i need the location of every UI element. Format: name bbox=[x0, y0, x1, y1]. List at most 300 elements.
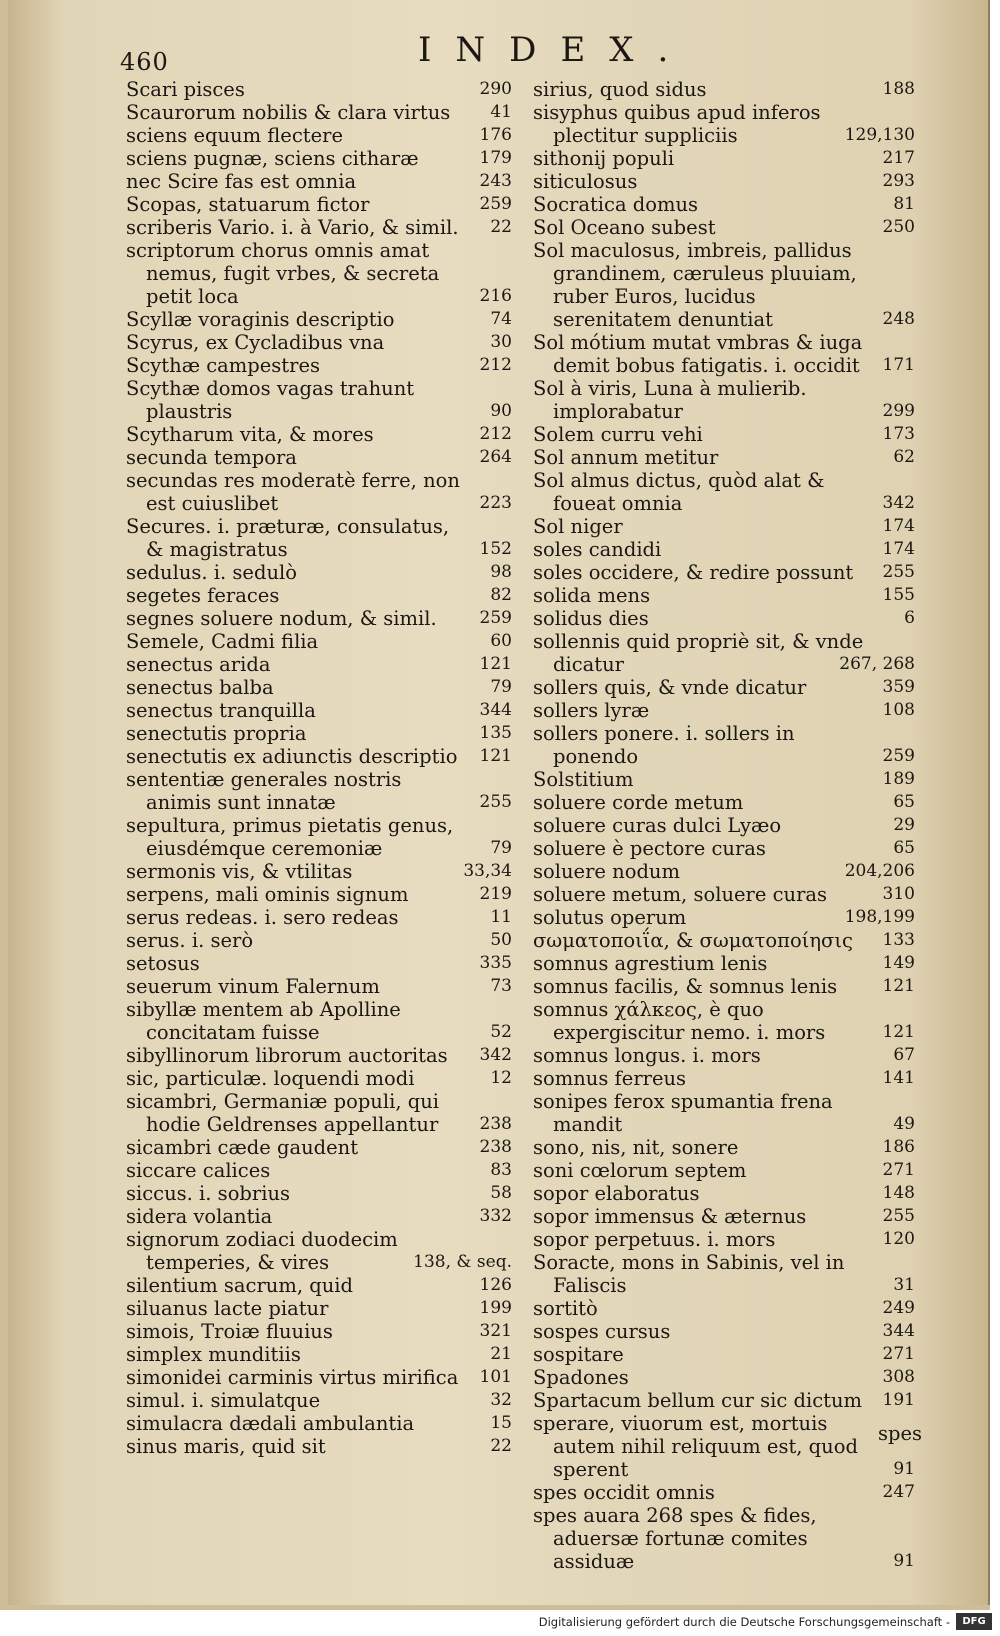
index-entry bbox=[533, 1504, 915, 1573]
index-page-ref: 29 bbox=[893, 815, 915, 835]
index-entry bbox=[126, 929, 512, 952]
index-entry bbox=[126, 952, 512, 975]
index-page-ref: 101 bbox=[479, 1367, 512, 1387]
index-term: segnes soluere nodum, & simil. bbox=[126, 607, 437, 630]
index-entry bbox=[126, 584, 512, 607]
page-number: 460 bbox=[120, 48, 169, 76]
index-term: somnus longus. i. mors bbox=[533, 1044, 761, 1067]
index-page-ref: 41 bbox=[490, 102, 512, 122]
index-entry bbox=[533, 1320, 915, 1343]
index-page-ref: 62 bbox=[893, 447, 915, 467]
index-term: serpens, mali ominis signum bbox=[126, 883, 409, 906]
index-term: simplex munditiis bbox=[126, 1343, 301, 1366]
index-page-ref: 264 bbox=[479, 447, 512, 467]
index-entry bbox=[126, 1297, 512, 1320]
index-term: senectutis ex adiunctis descriptio bbox=[126, 745, 458, 768]
index-term: sirius, quod sidus bbox=[533, 78, 707, 101]
index-entry bbox=[126, 354, 512, 377]
index-term: sibyllinorum librorum auctoritas bbox=[126, 1044, 448, 1067]
index-page-ref: 98 bbox=[490, 562, 512, 582]
index-page-ref: 121 bbox=[479, 746, 512, 766]
index-page-ref: 173 bbox=[882, 424, 915, 444]
index-page-ref: 243 bbox=[479, 171, 512, 191]
index-page-ref: 179 bbox=[479, 148, 512, 168]
index-page-ref: 30 bbox=[490, 332, 512, 352]
index-term: sollennis quid propriè sit, & vnde dicatur bbox=[533, 630, 864, 676]
index-term: Scopas, statuarum fictor bbox=[126, 193, 370, 216]
index-page-ref: 250 bbox=[882, 217, 915, 237]
index-term: scriberis Vario. i. à Vario, & simil. bbox=[126, 216, 459, 239]
index-page-ref: 344 bbox=[479, 700, 512, 720]
index-entry bbox=[533, 883, 915, 906]
index-term: siticulosus bbox=[533, 170, 638, 193]
index-term: sedulus. i. sedulò bbox=[126, 561, 297, 584]
index-term: sospes cursus bbox=[533, 1320, 671, 1343]
index-page-ref: 299 bbox=[882, 401, 915, 421]
index-entry bbox=[533, 1159, 915, 1182]
index-page-ref: 22 bbox=[490, 1436, 512, 1456]
index-page-ref: 271 bbox=[882, 1160, 915, 1180]
index-term: serus redeas. i. sero redeas bbox=[126, 906, 399, 929]
index-term: Spartacum bellum cur sic dictum bbox=[533, 1389, 863, 1412]
index-term: somnus χάλκεος, è quo expergiscitur nemo. i. mors bbox=[533, 998, 826, 1044]
index-term: sopor immensus & æternus bbox=[533, 1205, 807, 1228]
index-entry bbox=[126, 975, 512, 998]
index-entry bbox=[533, 676, 915, 699]
index-page-ref: 212 bbox=[479, 424, 512, 444]
index-entry bbox=[126, 1159, 512, 1182]
index-page-ref: 121 bbox=[882, 1022, 915, 1042]
index-page-ref: 189 bbox=[882, 769, 915, 789]
index-entry bbox=[533, 170, 915, 193]
index-entry bbox=[533, 607, 915, 630]
index-term: soluere metum, soluere curas bbox=[533, 883, 828, 906]
index-entry bbox=[533, 1228, 915, 1251]
index-term: Sol mótium mutat vmbras & iuga demit bobus fatigatis. i. occidit bbox=[533, 331, 863, 377]
index-entry bbox=[126, 1090, 512, 1136]
index-term: secunda tempora bbox=[126, 446, 297, 469]
index-page-ref: 174 bbox=[882, 516, 915, 536]
index-entry bbox=[533, 814, 915, 837]
index-term: simois, Troiæ fluuius bbox=[126, 1320, 333, 1343]
index-term: spes occidit omnis bbox=[533, 1481, 715, 1504]
book-page bbox=[8, 0, 990, 1605]
index-page-ref: 121 bbox=[882, 976, 915, 996]
index-page-ref: 199 bbox=[479, 1298, 512, 1318]
index-entry bbox=[533, 998, 915, 1044]
index-entry bbox=[126, 446, 512, 469]
index-page-ref: 255 bbox=[882, 562, 915, 582]
index-term: senectus tranquilla bbox=[126, 699, 316, 722]
index-entry bbox=[126, 515, 512, 561]
index-term: silentium sacrum, quid bbox=[126, 1274, 353, 1297]
index-entry bbox=[126, 78, 512, 101]
index-page-ref: 186 bbox=[882, 1137, 915, 1157]
index-entry bbox=[533, 1366, 915, 1389]
index-page-ref: 65 bbox=[893, 792, 915, 812]
index-entry bbox=[126, 193, 512, 216]
index-entry bbox=[126, 377, 512, 423]
index-term: σωματοποιΐα, & σωματοποίησις bbox=[533, 929, 853, 952]
index-term: Scaurorum nobilis & clara virtus bbox=[126, 101, 451, 124]
index-entry bbox=[126, 1182, 512, 1205]
index-entry bbox=[126, 768, 512, 814]
index-term: Secures. i. præturæ, consulatus, & magistratus bbox=[126, 515, 450, 561]
index-term: sibyllæ mentem ab Apolline concitatam fuisse bbox=[126, 998, 401, 1044]
index-entry bbox=[533, 515, 915, 538]
index-entry bbox=[126, 1366, 512, 1389]
index-term: simonidei carminis virtus mirifica bbox=[126, 1366, 459, 1389]
index-term: soluere nodum bbox=[533, 860, 680, 883]
index-term: secundas res moderatè ferre, non est cuiuslibet bbox=[126, 469, 460, 515]
index-page-ref: 81 bbox=[893, 194, 915, 214]
index-page-ref: 120 bbox=[882, 1229, 915, 1249]
index-page-ref: 49 bbox=[893, 1114, 915, 1134]
index-page-ref: 216 bbox=[479, 286, 512, 306]
index-term: sermonis vis, & vtilitas bbox=[126, 860, 353, 883]
index-term: solidus dies bbox=[533, 607, 649, 630]
index-entry bbox=[533, 699, 915, 722]
index-page-ref: 11 bbox=[490, 907, 512, 927]
index-entry bbox=[126, 1274, 512, 1297]
index-page-ref: 293 bbox=[882, 171, 915, 191]
index-page-ref: 155 bbox=[882, 585, 915, 605]
index-page-ref: 79 bbox=[490, 677, 512, 697]
index-term: Solem curru vehi bbox=[533, 423, 703, 446]
index-page-ref: 217 bbox=[882, 148, 915, 168]
index-term: sithonij populi bbox=[533, 147, 675, 170]
index-page-ref: 65 bbox=[893, 838, 915, 858]
index-term: solida mens bbox=[533, 584, 651, 607]
index-entry bbox=[126, 1136, 512, 1159]
index-term: nec Scire fas est omnia bbox=[126, 170, 357, 193]
index-term: sidera volantia bbox=[126, 1205, 273, 1228]
index-page-ref: 90 bbox=[490, 401, 512, 421]
index-page-ref: 249 bbox=[882, 1298, 915, 1318]
index-entry bbox=[533, 860, 915, 883]
index-entry bbox=[126, 1044, 512, 1067]
index-entry bbox=[533, 561, 915, 584]
index-term: simulacra dædali ambulantia bbox=[126, 1412, 415, 1435]
index-page-ref: 342 bbox=[479, 1045, 512, 1065]
index-entry bbox=[533, 1343, 915, 1366]
running-title: INDEX. bbox=[418, 30, 693, 70]
index-term: Sol annum metitur bbox=[533, 446, 719, 469]
index-entry bbox=[126, 423, 512, 446]
index-entry bbox=[126, 653, 512, 676]
index-entry bbox=[126, 1067, 512, 1090]
index-term: Spadones bbox=[533, 1366, 629, 1389]
index-term: Scari pisces bbox=[126, 78, 245, 101]
index-entry bbox=[533, 906, 915, 929]
index-term: sententiæ generales nostris animis sunt innatæ bbox=[126, 768, 402, 814]
index-page-ref: 332 bbox=[479, 1206, 512, 1226]
index-entry bbox=[126, 124, 512, 147]
index-term: sisyphus quibus apud inferos plectitur suppliciis bbox=[533, 101, 821, 147]
index-column-right bbox=[533, 78, 915, 1573]
index-page-ref: 15 bbox=[490, 1413, 512, 1433]
index-entry bbox=[533, 239, 915, 331]
index-term: signorum zodiaci duodecim temperies, & vires bbox=[126, 1228, 398, 1274]
index-entry bbox=[533, 722, 915, 768]
index-page-ref: 138, & seq. bbox=[413, 1252, 512, 1272]
index-entry bbox=[126, 1228, 512, 1274]
index-entry bbox=[126, 101, 512, 124]
index-page-ref: 149 bbox=[882, 953, 915, 973]
index-term: soluere è pectore curas bbox=[533, 837, 766, 860]
index-entry bbox=[126, 1412, 512, 1435]
index-term: sperare, viuorum est, mortuis autem nihil reliquum est, quod sperent bbox=[533, 1412, 858, 1481]
index-page-ref: 267, 268 bbox=[839, 654, 915, 674]
index-term: sopor perpetuus. i. mors bbox=[533, 1228, 776, 1251]
index-page-ref: 135 bbox=[479, 723, 512, 743]
index-term: sicambri cæde gaudent bbox=[126, 1136, 359, 1159]
index-entry bbox=[533, 791, 915, 814]
index-entry bbox=[533, 837, 915, 860]
index-entry bbox=[533, 147, 915, 170]
index-term: Scythæ domos vagas trahunt plaustris bbox=[126, 377, 415, 423]
index-entry bbox=[533, 469, 915, 515]
index-page-ref: 290 bbox=[479, 79, 512, 99]
index-term: soles occidere, & redire possunt bbox=[533, 561, 854, 584]
index-term: senectutis propria bbox=[126, 722, 307, 745]
index-entry bbox=[126, 607, 512, 630]
index-page-ref: 176 bbox=[479, 125, 512, 145]
index-page-ref: 255 bbox=[479, 792, 512, 812]
index-entry bbox=[533, 193, 915, 216]
index-term: somnus agrestium lenis bbox=[533, 952, 768, 975]
index-page-ref: 191 bbox=[882, 1390, 915, 1410]
index-term: Sol almus dictus, quòd alat & foueat omnia bbox=[533, 469, 825, 515]
catchword: spes bbox=[878, 1422, 923, 1445]
index-page-ref: 60 bbox=[490, 631, 512, 651]
index-term: setosus bbox=[126, 952, 200, 975]
index-page-ref: 79 bbox=[490, 838, 512, 858]
index-entry bbox=[126, 1435, 512, 1458]
index-entry bbox=[533, 1481, 915, 1504]
index-page-ref: 83 bbox=[490, 1160, 512, 1180]
index-page-ref: 121 bbox=[479, 654, 512, 674]
index-entry bbox=[126, 883, 512, 906]
index-entry bbox=[126, 216, 512, 239]
index-page-ref: 12 bbox=[490, 1068, 512, 1088]
index-page-ref: 32 bbox=[490, 1390, 512, 1410]
index-entry bbox=[126, 561, 512, 584]
index-page-ref: 74 bbox=[490, 309, 512, 329]
index-entry bbox=[533, 1389, 915, 1412]
index-page-ref: 73 bbox=[490, 976, 512, 996]
index-page-ref: 238 bbox=[479, 1114, 512, 1134]
index-term: sepultura, primus pietatis genus, eiusdémque ceremoniæ bbox=[126, 814, 454, 860]
index-entry bbox=[533, 538, 915, 561]
index-column-left bbox=[126, 78, 512, 1458]
dfg-logo: DFG bbox=[956, 1613, 992, 1630]
index-term: sopor elaboratus bbox=[533, 1182, 700, 1205]
index-entry bbox=[533, 1067, 915, 1090]
index-term: senectus arida bbox=[126, 653, 271, 676]
index-term: Semele, Cadmi filia bbox=[126, 630, 319, 653]
index-page-ref: 52 bbox=[490, 1022, 512, 1042]
index-entry bbox=[533, 446, 915, 469]
index-term: sicambri, Germaniæ populi, qui hodie Geldrenses appellantur bbox=[126, 1090, 440, 1136]
index-entry bbox=[126, 814, 512, 860]
index-entry bbox=[533, 768, 915, 791]
index-page-ref: 129,130 bbox=[844, 125, 915, 145]
index-term: sinus maris, quid sit bbox=[126, 1435, 326, 1458]
index-entry bbox=[126, 1389, 512, 1412]
index-page-ref: 344 bbox=[882, 1321, 915, 1341]
index-entry bbox=[126, 906, 512, 929]
index-entry bbox=[533, 1297, 915, 1320]
index-page-ref: 219 bbox=[479, 884, 512, 904]
index-term: sospitare bbox=[533, 1343, 624, 1366]
index-term: Socratica domus bbox=[533, 193, 699, 216]
index-entry bbox=[533, 423, 915, 446]
index-page-ref: 321 bbox=[479, 1321, 512, 1341]
index-page-ref: 212 bbox=[479, 355, 512, 375]
index-entry bbox=[533, 929, 915, 952]
index-page-ref: 255 bbox=[882, 1206, 915, 1226]
index-page-ref: 91 bbox=[893, 1459, 915, 1479]
index-page-ref: 359 bbox=[882, 677, 915, 697]
index-page-ref: 33,34 bbox=[463, 861, 512, 881]
index-entry bbox=[533, 101, 915, 147]
index-entry bbox=[533, 1044, 915, 1067]
index-term: Soracte, mons in Sabinis, vel in Faliscis bbox=[533, 1251, 845, 1297]
index-entry bbox=[126, 860, 512, 883]
page-header bbox=[8, 30, 988, 76]
index-page-ref: 108 bbox=[882, 700, 915, 720]
index-term: serus. i. serò bbox=[126, 929, 254, 952]
index-entry bbox=[533, 216, 915, 239]
index-term: sortitò bbox=[533, 1297, 598, 1320]
index-term: sollers quis, & vnde dicatur bbox=[533, 676, 807, 699]
index-term: sollers lyræ bbox=[533, 699, 650, 722]
index-term: sono, nis, nit, sonere bbox=[533, 1136, 739, 1159]
index-term: siccare calices bbox=[126, 1159, 271, 1182]
index-term: Scytharum vita, & mores bbox=[126, 423, 374, 446]
index-term: solutus operum bbox=[533, 906, 687, 929]
index-entry bbox=[126, 1320, 512, 1343]
index-entry bbox=[126, 998, 512, 1044]
index-entry bbox=[533, 1136, 915, 1159]
index-term: sciens pugnæ, sciens citharæ bbox=[126, 147, 419, 170]
index-term: Sol maculosus, imbreis, pallidus grandinem, cæruleus pluuiam, ruber Euros, lucidus serenitatem denuntiat bbox=[533, 239, 857, 331]
index-entry bbox=[533, 1412, 915, 1481]
footer-credit: Digitalisierung gefördert durch die Deutsche Forschungsgemeinschaft - bbox=[538, 1615, 950, 1629]
index-entry bbox=[533, 952, 915, 975]
index-page-ref: 271 bbox=[882, 1344, 915, 1364]
index-entry bbox=[126, 170, 512, 193]
index-page-ref: 6 bbox=[904, 608, 915, 628]
index-term: somnus facilis, & somnus lenis bbox=[533, 975, 838, 998]
index-term: senectus balba bbox=[126, 676, 274, 699]
index-page-ref: 259 bbox=[882, 746, 915, 766]
index-term: sollers ponere. i. sollers in ponendo bbox=[533, 722, 795, 768]
index-entry bbox=[533, 1182, 915, 1205]
index-term: Scythæ campestres bbox=[126, 354, 320, 377]
index-entry bbox=[126, 745, 512, 768]
index-page-ref: 82 bbox=[490, 585, 512, 605]
index-term: siccus. i. sobrius bbox=[126, 1182, 291, 1205]
index-entry bbox=[126, 308, 512, 331]
index-page-ref: 259 bbox=[479, 608, 512, 628]
index-entry bbox=[533, 1251, 915, 1297]
index-term: soles candidi bbox=[533, 538, 662, 561]
index-term: soluere corde metum bbox=[533, 791, 744, 814]
index-page-ref: 31 bbox=[893, 1275, 915, 1295]
index-page-ref: 67 bbox=[893, 1045, 915, 1065]
index-term: Sol Oceano subest bbox=[533, 216, 716, 239]
index-entry bbox=[126, 239, 512, 308]
index-term: soni cœlorum septem bbox=[533, 1159, 747, 1182]
index-entry bbox=[533, 1090, 915, 1136]
index-page-ref: 152 bbox=[479, 539, 512, 559]
index-page-ref: 247 bbox=[882, 1482, 915, 1502]
index-page-ref: 148 bbox=[882, 1183, 915, 1203]
index-entry bbox=[126, 630, 512, 653]
index-page-ref: 310 bbox=[882, 884, 915, 904]
index-term: segetes feraces bbox=[126, 584, 280, 607]
index-term: scriptorum chorus omnis amat nemus, fugit vrbes, & secreta petit loca bbox=[126, 239, 440, 308]
index-term: Scyrus, ex Cycladibus vna bbox=[126, 331, 385, 354]
index-entry bbox=[126, 331, 512, 354]
digitization-footer bbox=[0, 1610, 1000, 1636]
index-page-ref: 259 bbox=[479, 194, 512, 214]
index-term: spes auara 268 spes & fides, aduersæ fortunæ comites assiduæ bbox=[533, 1504, 817, 1573]
index-page-ref: 204,206 bbox=[844, 861, 915, 881]
index-entry bbox=[533, 1205, 915, 1228]
index-entry bbox=[533, 78, 915, 101]
index-page-ref: 58 bbox=[490, 1183, 512, 1203]
index-entry bbox=[533, 975, 915, 998]
index-page-ref: 308 bbox=[882, 1367, 915, 1387]
index-page-ref: 223 bbox=[479, 493, 512, 513]
index-page-ref: 50 bbox=[490, 930, 512, 950]
index-page-ref: 335 bbox=[479, 953, 512, 973]
index-page-ref: 171 bbox=[882, 355, 915, 375]
index-term: Sol niger bbox=[533, 515, 623, 538]
index-term: Scyllæ voraginis descriptio bbox=[126, 308, 395, 331]
index-entry bbox=[533, 584, 915, 607]
index-entry bbox=[533, 377, 915, 423]
index-entry bbox=[126, 469, 512, 515]
index-term: seuerum vinum Falernum bbox=[126, 975, 380, 998]
index-term: sonipes ferox spumantia frena mandit bbox=[533, 1090, 833, 1136]
index-page-ref: 342 bbox=[882, 493, 915, 513]
index-entry bbox=[126, 699, 512, 722]
index-page-ref: 133 bbox=[882, 930, 915, 950]
index-page-ref: 141 bbox=[882, 1068, 915, 1088]
index-entry bbox=[126, 676, 512, 699]
index-entry bbox=[126, 147, 512, 170]
index-term: simul. i. simulatque bbox=[126, 1389, 321, 1412]
index-term: sciens equum flectere bbox=[126, 124, 344, 147]
index-page-ref: 22 bbox=[490, 217, 512, 237]
index-page-ref: 238 bbox=[479, 1137, 512, 1157]
index-entry bbox=[126, 1205, 512, 1228]
index-term: Sol à viris, Luna à mulierib. implorabatur bbox=[533, 377, 807, 423]
index-page-ref: 248 bbox=[882, 309, 915, 329]
index-page-ref: 174 bbox=[882, 539, 915, 559]
index-entry bbox=[533, 630, 915, 676]
index-term: somnus ferreus bbox=[533, 1067, 687, 1090]
index-page-ref: 198,199 bbox=[844, 907, 915, 927]
index-entry bbox=[126, 722, 512, 745]
index-entry bbox=[126, 1343, 512, 1366]
index-term: soluere curas dulci Lyæo bbox=[533, 814, 782, 837]
index-page-ref: 126 bbox=[479, 1275, 512, 1295]
